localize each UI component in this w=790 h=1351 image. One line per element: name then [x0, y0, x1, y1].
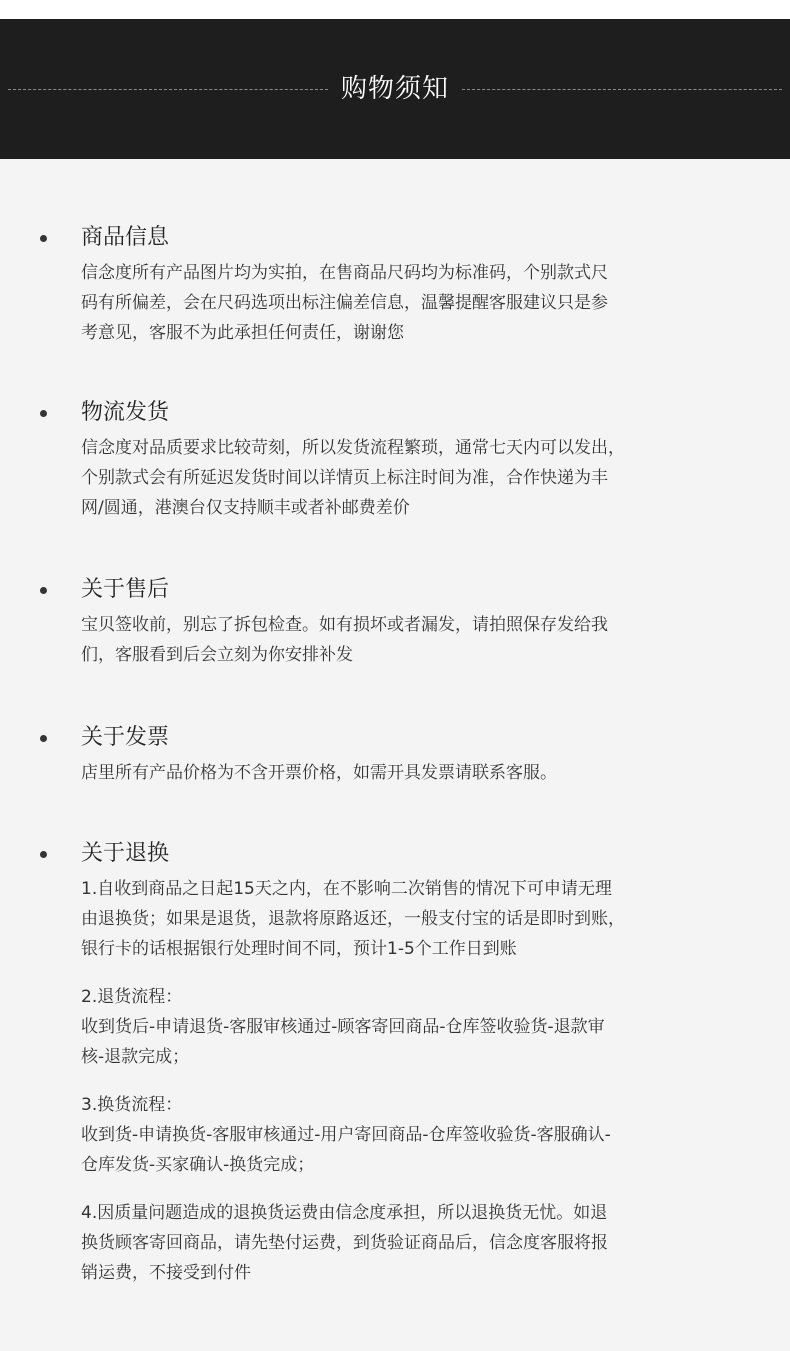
paragraph-line: 核-退款完成；	[81, 1047, 190, 1067]
paragraph-line: 信念度所有产品图片均为实拍，在售商品尺码均为标准码，个别款式尺	[81, 263, 608, 283]
paragraph-line: 4.因质量问题造成的退换货运费由信念度承担，所以退换货无忧。如退	[81, 1203, 608, 1223]
section-paragraph	[81, 874, 721, 964]
paragraph-line: 宝贝签收前，别忘了拆包检查。如有损坏或者漏发，请拍照保存发给我	[81, 615, 608, 635]
section-paragraph	[81, 433, 721, 523]
paragraph-line: 网/圆通，港澳台仅支持顺丰或者补邮费差价	[81, 498, 410, 518]
paragraph-line: 由退换货；如果是退货，退款将原路返还，一般支付宝的话是即时到账，	[81, 909, 625, 929]
section-title: 关于售后	[81, 577, 170, 602]
section-title: 物流发货	[81, 400, 170, 425]
bullet-icon	[40, 587, 47, 594]
bullet-icon	[40, 735, 47, 742]
section-paragraph	[81, 258, 721, 348]
section-paragraph	[81, 1198, 721, 1288]
paragraph-line: 银行卡的话根据银行处理时间不同，预计1-5个工作日到账	[81, 939, 517, 959]
paragraph-line: 考意见，客服不为此承担任何责任，谢谢您	[81, 323, 404, 343]
section-title: 商品信息	[81, 225, 170, 250]
paragraph-line: 收到货后-申请退货-客服审核通过-顾客寄回商品-仓库签收验货-退款审	[81, 1017, 605, 1037]
paragraph-line: 销运费，不接受到付件	[81, 1263, 251, 1283]
paragraph-line: 收到货-申请换货-客服审核通过-用户寄回商品-仓库签收验货-客服确认-	[81, 1125, 611, 1145]
paragraph-line: 们，客服看到后会立刻为你安排补发	[81, 645, 353, 665]
header-dashed-rule-right	[462, 89, 782, 90]
content-area	[0, 159, 790, 1351]
paragraph-line: 个别款式会有所延迟发货时间以详情页上标注时间为准，合作快递为丰	[81, 468, 608, 488]
section-paragraph	[81, 610, 721, 670]
paragraph-line: 换货顾客寄回商品，请先垫付运费，到货验证商品后，信念度客服将报	[81, 1233, 608, 1253]
section-title: 关于退换	[81, 841, 170, 866]
section-title: 关于发票	[81, 725, 170, 750]
bullet-icon	[40, 410, 47, 417]
paragraph-line: 仓库发货-买家确认-换货完成；	[81, 1155, 315, 1175]
header-banner	[0, 19, 790, 159]
bullet-icon	[40, 851, 47, 858]
paragraph-line: 店里所有产品价格为不含开票价格，如需开具发票请联系客服。	[81, 763, 557, 783]
page-title: 购物须知	[340, 74, 449, 104]
paragraph-line: 码有所偏差，会在尺码选项出标注偏差信息，温馨提醒客服建议只是参	[81, 293, 608, 313]
top-strip	[0, 0, 790, 19]
paragraph-line: 2.退货流程：	[81, 987, 183, 1007]
section-paragraph	[81, 758, 721, 788]
section-paragraph	[81, 982, 721, 1072]
section-paragraph	[81, 1090, 721, 1180]
paragraph-line: 1.自收到商品之日起15天之内，在不影响二次销售的情况下可申请无理	[81, 879, 612, 899]
paragraph-line: 信念度对品质要求比较苛刻，所以发货流程繁琐，通常七天内可以发出，	[81, 438, 625, 458]
paragraph-line: 3.换货流程：	[81, 1095, 183, 1115]
bullet-icon	[40, 235, 47, 242]
